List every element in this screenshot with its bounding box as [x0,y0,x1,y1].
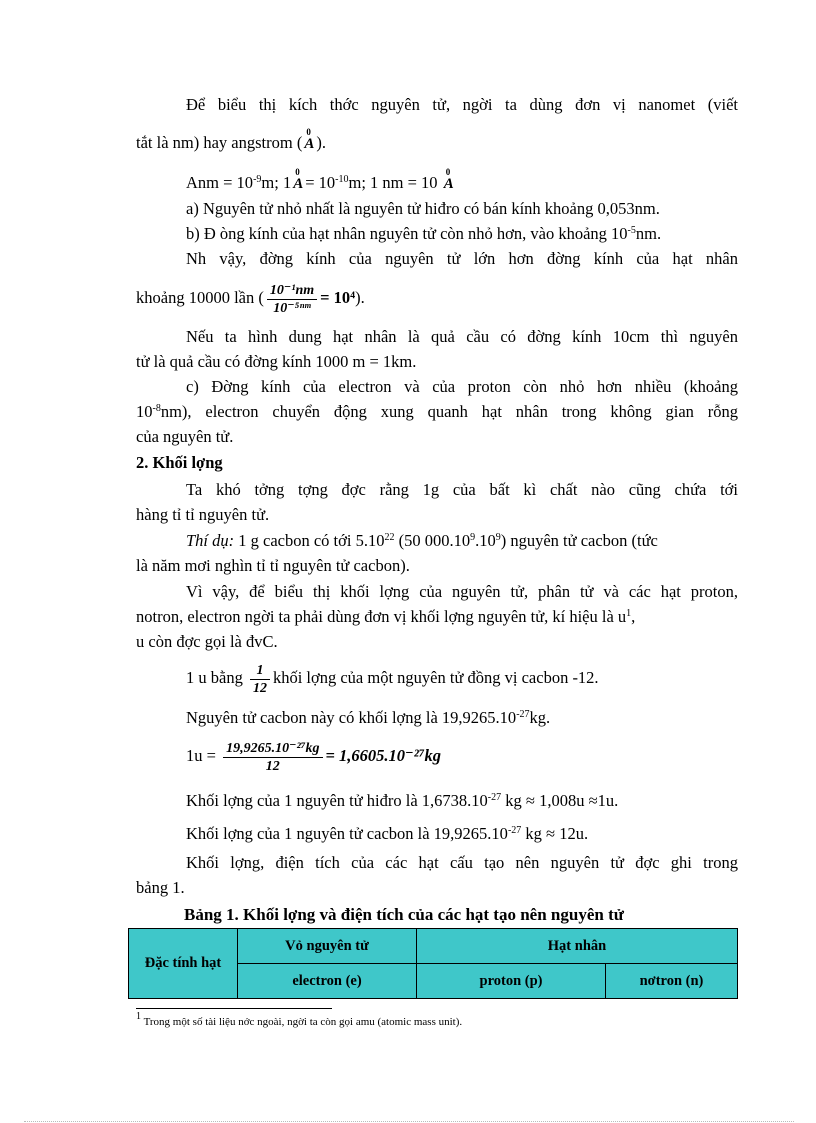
carbon-mass-u: Khối lợng của 1 nguyên tử cacbon là $19,9265.10^{-27}$ kg ≈ 12u. [186,824,589,843]
mass-intro-line1: Ta khó tởng tợng đợc rằng 1g của bất kì chất nào cũng chứa tới [186,480,738,499]
hydrogen-mass: Khối lợng của 1 nguyên tử hiđro là $1,6738.10^{-27}$ kg ≈ 1,008u ≈1u. [186,791,619,810]
footnote: $^1$ Trong một số tài liệu nớc ngoài, ngời ta còn gọi amu (atomic mass unit). [136,1011,463,1028]
para1-line1: Để biểu thị kích thớc nguyên tử, ngời ta dùng đơn vị nanomet (viết [186,95,738,114]
example-line2: là năm mơi nghìn tỉ tỉ nguyên tử cacbon). [136,556,410,575]
units-line: Anm = $10^{-9}m$; 1 0 $A = 10^{-10}m$; 1 nm = 10 0 A [136,172,738,195]
ratio-line1: Nh vậy, đờng kính của nguyên tử lớn hơn đờng kính của hạt nhân [186,249,738,268]
unit-def-line3: u còn đợc gọi là đvC. [136,632,278,651]
col-electron: electron (e) [238,964,417,999]
u-definition: 1 u bằng $\frac{1}{12}$ khối lợng của một nguyên tử đồng vị cacbon -12. [186,662,599,696]
para1-line2: tắt là nm) hay angstrom ( 0 A ). [136,132,738,155]
table-intro-line1: Khối lợng, điện tích của các hạt cấu tạo nên nguyên tử đợc ghi trong [186,853,738,872]
item-a: a) Nguyên tử nhỏ nhất là nguyên tử hiđro có bán kính khoảng 0,053nm. [186,199,660,218]
u-formula-fraction: $\frac{\text{19,9265.10⁻²⁷kg}}{12}$ [223,740,322,775]
item-c-line1: c) Đờng kính của electron và của proton còn nhỏ hơn nhiều (khoảng [186,377,738,396]
item-c-line2: $10^{-8}nm$), electron chuyển động xung quanh hạt nhân trong không gian rỗng [136,402,738,421]
ratio-fraction: $\frac{\text{10⁻¹nm}}{\text{10⁻⁵ⁿᵐ}}$ [267,282,317,317]
u-formula: 1u = $\frac{\text{19,9265.10⁻²⁷kg}}{12}$ = 1,6605.10⁻²⁷kg [186,740,441,774]
angstrom-symbol: 0 A [293,167,304,192]
angstrom-symbol: 0 A [443,167,454,192]
col-property: Đặc tính hạt [129,929,238,999]
page-bottom-border [24,1121,794,1122]
group-nucleus: Hạt nhân [417,929,738,964]
item-c-line3: của nguyên tử. [136,427,234,446]
mass-intro-line2: hàng tỉ tỉ nguyên tử. [136,505,270,524]
unit-def-line1: Vì vậy, để biểu thị khối lợng của nguyên tử, phân tử và các hạt proton, [186,582,738,601]
unit-def-line2: notron, electron ngời ta phải dùng đơn vị khối lợng nguyên tử, kí hiệu là $u^1$, [136,607,636,626]
table-caption: Bảng 1. Khối lợng và điện tích của các hạt tạo nên nguyên tử [184,905,624,924]
col-proton: proton (p) [417,964,606,999]
col-neutron: nơtron (n) [606,964,738,999]
table-intro-line2: bảng 1. [136,878,185,897]
imagine-line1: Nếu ta hình dung hạt nhân là quả cầu có đờng kính 10cm thì nguyên [186,327,738,346]
footnote-separator [136,1008,332,1009]
section-heading: 2. Khối lợng [136,453,223,472]
angstrom-symbol: 0 A [304,127,315,152]
one-twelfth-fraction: $\frac{1}{12}$ [250,662,270,697]
particle-table [128,928,738,999]
imagine-line2: tử là quả cầu có đờng kính 1000 m = 1km. [136,352,417,371]
group-shell: Vỏ nguyên tử [238,929,417,964]
item-b: b) Đ òng kính của hạt nhân nguyên tử còn nhỏ hơn, vào khoảng $10^{-5}nm$. [186,224,662,243]
example-line1: Thí dụ: 1 g cacbon có tới 5.10$^{22}$ (50 $000.10^9.10^9$) nguyên tử cacbon (tức [186,531,658,550]
ratio-line2: khoảng 10000 lần ( $\frac{\text{10⁻¹nm}}{\text{10⁻⁵ⁿᵐ}}$ = 10⁴). [136,282,365,316]
carbon-mass: Nguyên tử cacbon này có khối lợng là $19,9265.10^{-27}kg$. [186,708,551,727]
